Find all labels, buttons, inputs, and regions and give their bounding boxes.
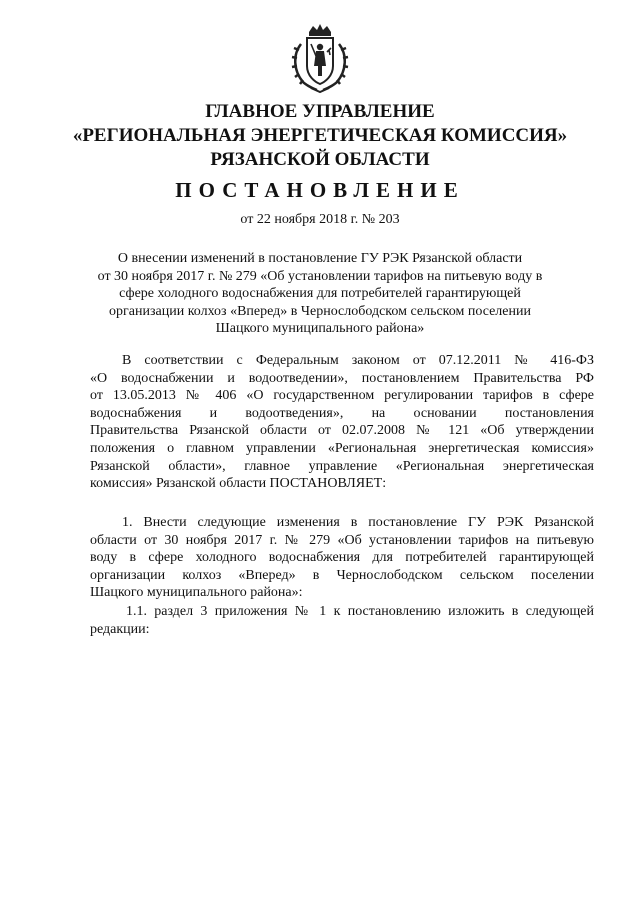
paragraph-line: 1. Внести следующие изменения в постановление ГУ РЭК Рязанской — [122, 515, 594, 530]
paragraph-line: «О водоснабжении и водоотведении», постановлением Правительства РФ — [90, 370, 594, 386]
paragraph-line: Рязанской области», главное управление «Региональная энергетическая — [90, 458, 594, 474]
coat-of-arms-emblem — [287, 22, 353, 96]
paragraph-line: организации колхоз «Вперед» в Чернослободском сельском поселении — [90, 567, 594, 583]
subject-line: организации колхоз «Вперед» в Чернослободском сельском поселении — [109, 303, 531, 319]
paragraph-line: воду в сфере холодного водоснабжения для потребителей гарантирующей — [90, 550, 594, 566]
paragraph-line: водоснабжения и водоотведения», на основании постановления — [90, 405, 594, 421]
subject-line: О внесении изменений в постановление ГУ РЭК Рязанской области — [117, 251, 523, 266]
paragraph-line: комиссия» Рязанской области ПОСТАНОВЛЯЕТ: — [90, 476, 387, 492]
paragraph-line: Шацкого муниципального района»: — [90, 585, 303, 601]
subject-line: Шацкого муниципального района» — [215, 321, 425, 336]
subject-line: сфере холодного водоснабжения для потребителей гарантирующей — [119, 286, 521, 301]
preamble-paragraph — [90, 352, 594, 493]
organization-name-line-3: РЯЗАНСКОЙ ОБЛАСТИ — [210, 149, 430, 170]
document-type-title: ПОСТАНОВЛЕНИЕ — [175, 178, 465, 202]
paragraph-line: области от 30 ноября 2017 г. № 279 «Об установлении тарифов на питьевую — [90, 532, 594, 548]
paragraph-line: Правительства Рязанской области от 02.07.2008 № 121 «Об утверждении — [90, 423, 594, 439]
paragraph-line: положения о главном управлении «Региональная энергетическая комиссия» — [90, 440, 594, 456]
paragraph-line: редакции: — [90, 621, 150, 637]
paragraph-line: В соответствии с Федеральным законом от 07.12.2011 № 416-ФЗ — [122, 353, 594, 368]
document-subject — [60, 250, 580, 338]
organization-name-line-2: «РЕГИОНАЛЬНАЯ ЭНЕРГЕТИЧЕСКАЯ КОМИССИЯ» — [72, 125, 568, 146]
subject-line: от 30 ноября 2017 г. № 279 «Об установлении тарифов на питьевую воду в — [97, 268, 543, 284]
item-1-paragraph — [90, 514, 594, 602]
paragraph-line: от 13.05.2013 № 406 «О государственном регулировании тарифов в сфере — [90, 388, 594, 404]
document-date-number: от 22 ноября 2018 г. № 203 — [240, 212, 400, 227]
organization-name-line-1: ГЛАВНОЕ УПРАВЛЕНИЕ — [205, 101, 435, 122]
item-1-1-paragraph — [90, 603, 594, 638]
paragraph-line: 1.1. раздел 3 приложения № 1 к постановлению изложить в следующей — [126, 604, 594, 619]
